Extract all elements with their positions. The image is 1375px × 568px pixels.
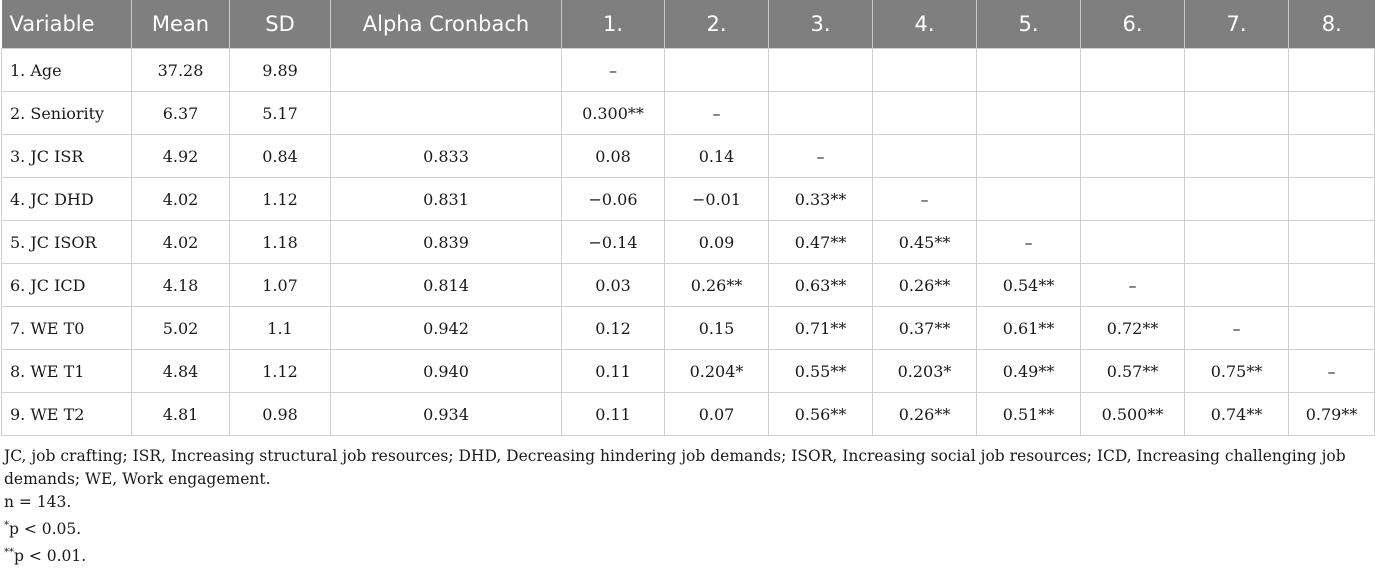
table-cell: 0.61** xyxy=(977,307,1081,350)
row-label-cell: 2. Seniority xyxy=(2,92,132,135)
table-cell: −0.01 xyxy=(665,178,769,221)
table-cell: −0.14 xyxy=(562,221,665,264)
table-cell: 0.204* xyxy=(665,350,769,393)
row-label-cell: 4. JC DHD xyxy=(2,178,132,221)
column-header: 6. xyxy=(1081,0,1185,49)
table-cell: 4.02 xyxy=(132,221,230,264)
table-cell: 0.934 xyxy=(331,393,562,436)
table-cell: 0.63** xyxy=(769,264,873,307)
column-header: 5. xyxy=(977,0,1081,49)
table-cell xyxy=(1289,307,1375,350)
table-cell: 4.02 xyxy=(132,178,230,221)
table-cell: 0.74** xyxy=(1185,393,1289,436)
table-cell: 0.51** xyxy=(977,393,1081,436)
table-cell: 0.15 xyxy=(665,307,769,350)
table-cell: 5.02 xyxy=(132,307,230,350)
table-cell: 5.17 xyxy=(230,92,331,135)
table-cell: 0.75** xyxy=(1185,350,1289,393)
table-cell: 0.14 xyxy=(665,135,769,178)
table-cell: −0.06 xyxy=(562,178,665,221)
table-cell: 0.26** xyxy=(873,393,977,436)
row-label-cell: 5. JC ISOR xyxy=(2,221,132,264)
table-cell xyxy=(873,49,977,92)
table-cell xyxy=(1185,264,1289,307)
table-cell: 0.84 xyxy=(230,135,331,178)
column-header: 3. xyxy=(769,0,873,49)
table-cell: 4.81 xyxy=(132,393,230,436)
table-cell: – xyxy=(1185,307,1289,350)
table-cell xyxy=(1185,221,1289,264)
table-cell: 0.33** xyxy=(769,178,873,221)
table-header xyxy=(2,0,1375,49)
table-cell: – xyxy=(562,49,665,92)
table-cell: 37.28 xyxy=(132,49,230,92)
table-cell xyxy=(769,49,873,92)
table-cell xyxy=(1081,178,1185,221)
table-cell xyxy=(1289,92,1375,135)
table-cell: 0.08 xyxy=(562,135,665,178)
table-cell xyxy=(331,49,562,92)
table-cell: 0.814 xyxy=(331,264,562,307)
table-cell: 4.84 xyxy=(132,350,230,393)
table-cell: 1.12 xyxy=(230,350,331,393)
table-cell: – xyxy=(873,178,977,221)
table-row xyxy=(2,264,1375,307)
table-cell: 0.72** xyxy=(1081,307,1185,350)
significance-note-01 xyxy=(4,541,1369,568)
table-cell xyxy=(1081,49,1185,92)
significance-text-05: p < 0.05. xyxy=(9,520,82,539)
header-row xyxy=(2,0,1375,49)
column-header: 2. xyxy=(665,0,769,49)
column-header: 7. xyxy=(1185,0,1289,49)
row-label-cell: 8. WE T1 xyxy=(2,350,132,393)
table-cell: 0.49** xyxy=(977,350,1081,393)
significance-mark-05: * xyxy=(4,520,9,531)
table-cell xyxy=(331,92,562,135)
table-cell: 0.940 xyxy=(331,350,562,393)
table-cell: 1.18 xyxy=(230,221,331,264)
table-cell: – xyxy=(769,135,873,178)
table-row xyxy=(2,135,1375,178)
table-cell: 0.47** xyxy=(769,221,873,264)
table-cell: 0.55** xyxy=(769,350,873,393)
table-cell: 0.26** xyxy=(665,264,769,307)
table-cell xyxy=(1185,92,1289,135)
table-cell: 0.839 xyxy=(331,221,562,264)
row-label-cell: 3. JC ISR xyxy=(2,135,132,178)
table-cell: 9.89 xyxy=(230,49,331,92)
table-cell: – xyxy=(665,92,769,135)
significance-text-01: p < 0.01. xyxy=(14,547,87,566)
table-row xyxy=(2,178,1375,221)
table-cell: – xyxy=(1289,350,1375,393)
table-row xyxy=(2,221,1375,264)
row-label-cell: 1. Age xyxy=(2,49,132,92)
table-cell xyxy=(1289,49,1375,92)
table-cell: 0.54** xyxy=(977,264,1081,307)
table-cell: 1.1 xyxy=(230,307,331,350)
column-header: Variable xyxy=(2,0,132,49)
table-row xyxy=(2,393,1375,436)
table-notes xyxy=(0,436,1369,568)
table-cell xyxy=(1185,135,1289,178)
table-row xyxy=(2,307,1375,350)
table-cell xyxy=(1185,178,1289,221)
table-cell: 0.831 xyxy=(331,178,562,221)
significance-note-05 xyxy=(4,514,1369,541)
table-cell xyxy=(665,49,769,92)
column-header: Alpha Cronbach xyxy=(331,0,562,49)
table-cell: 0.03 xyxy=(562,264,665,307)
table-cell: 4.18 xyxy=(132,264,230,307)
table-cell: – xyxy=(977,221,1081,264)
table-cell: 0.300** xyxy=(562,92,665,135)
table-cell: 0.833 xyxy=(331,135,562,178)
significance-mark-01: ** xyxy=(4,547,14,559)
table-cell: 0.71** xyxy=(769,307,873,350)
table-cell xyxy=(873,135,977,178)
column-header: 1. xyxy=(562,0,665,49)
table-cell: 4.92 xyxy=(132,135,230,178)
table-cell xyxy=(1289,221,1375,264)
table-cell: 0.09 xyxy=(665,221,769,264)
table-body xyxy=(2,49,1375,436)
table-cell: – xyxy=(1081,264,1185,307)
table-cell: 1.07 xyxy=(230,264,331,307)
table-cell xyxy=(1289,135,1375,178)
table-cell: 0.11 xyxy=(562,393,665,436)
table-cell: 0.12 xyxy=(562,307,665,350)
table-cell xyxy=(873,92,977,135)
table-cell xyxy=(1289,264,1375,307)
column-header: 4. xyxy=(873,0,977,49)
row-label-cell: 6. JC ICD xyxy=(2,264,132,307)
table-cell: 0.500** xyxy=(1081,393,1185,436)
table-cell: 0.45** xyxy=(873,221,977,264)
table-cell xyxy=(1081,221,1185,264)
table-cell: 0.11 xyxy=(562,350,665,393)
table-row xyxy=(2,350,1375,393)
table-cell xyxy=(1081,135,1185,178)
table-cell: 6.37 xyxy=(132,92,230,135)
table-cell: 0.203* xyxy=(873,350,977,393)
table-cell xyxy=(1289,178,1375,221)
table-cell: 0.942 xyxy=(331,307,562,350)
table-cell: 0.37** xyxy=(873,307,977,350)
table-row xyxy=(2,49,1375,92)
row-label-cell: 9. WE T2 xyxy=(2,393,132,436)
table-cell xyxy=(977,49,1081,92)
table-cell: 0.56** xyxy=(769,393,873,436)
table-cell: 0.57** xyxy=(1081,350,1185,393)
table-cell: 0.07 xyxy=(665,393,769,436)
table-cell: 0.79** xyxy=(1289,393,1375,436)
table-cell: 0.98 xyxy=(230,393,331,436)
table-cell: 1.12 xyxy=(230,178,331,221)
table-cell xyxy=(977,135,1081,178)
table-cell xyxy=(769,92,873,135)
table-cell xyxy=(1185,49,1289,92)
table-cell xyxy=(1081,92,1185,135)
table-cell xyxy=(977,178,1081,221)
column-header: 8. xyxy=(1289,0,1375,49)
table-cell xyxy=(977,92,1081,135)
column-header: Mean xyxy=(132,0,230,49)
sample-size-note: n = 143. xyxy=(4,493,72,511)
table-cell: 0.26** xyxy=(873,264,977,307)
abbreviations-note: JC, job crafting; ISR, Increasing structural job resources; DHD, Decreasing hindering job demands; ISOR, Increasing social job resources; ICD, Increasing challenging job demands; WE, Work engagement. xyxy=(4,447,1346,488)
correlation-table xyxy=(1,0,1375,436)
column-header: SD xyxy=(230,0,331,49)
table-row xyxy=(2,92,1375,135)
row-label-cell: 7. WE T0 xyxy=(2,307,132,350)
